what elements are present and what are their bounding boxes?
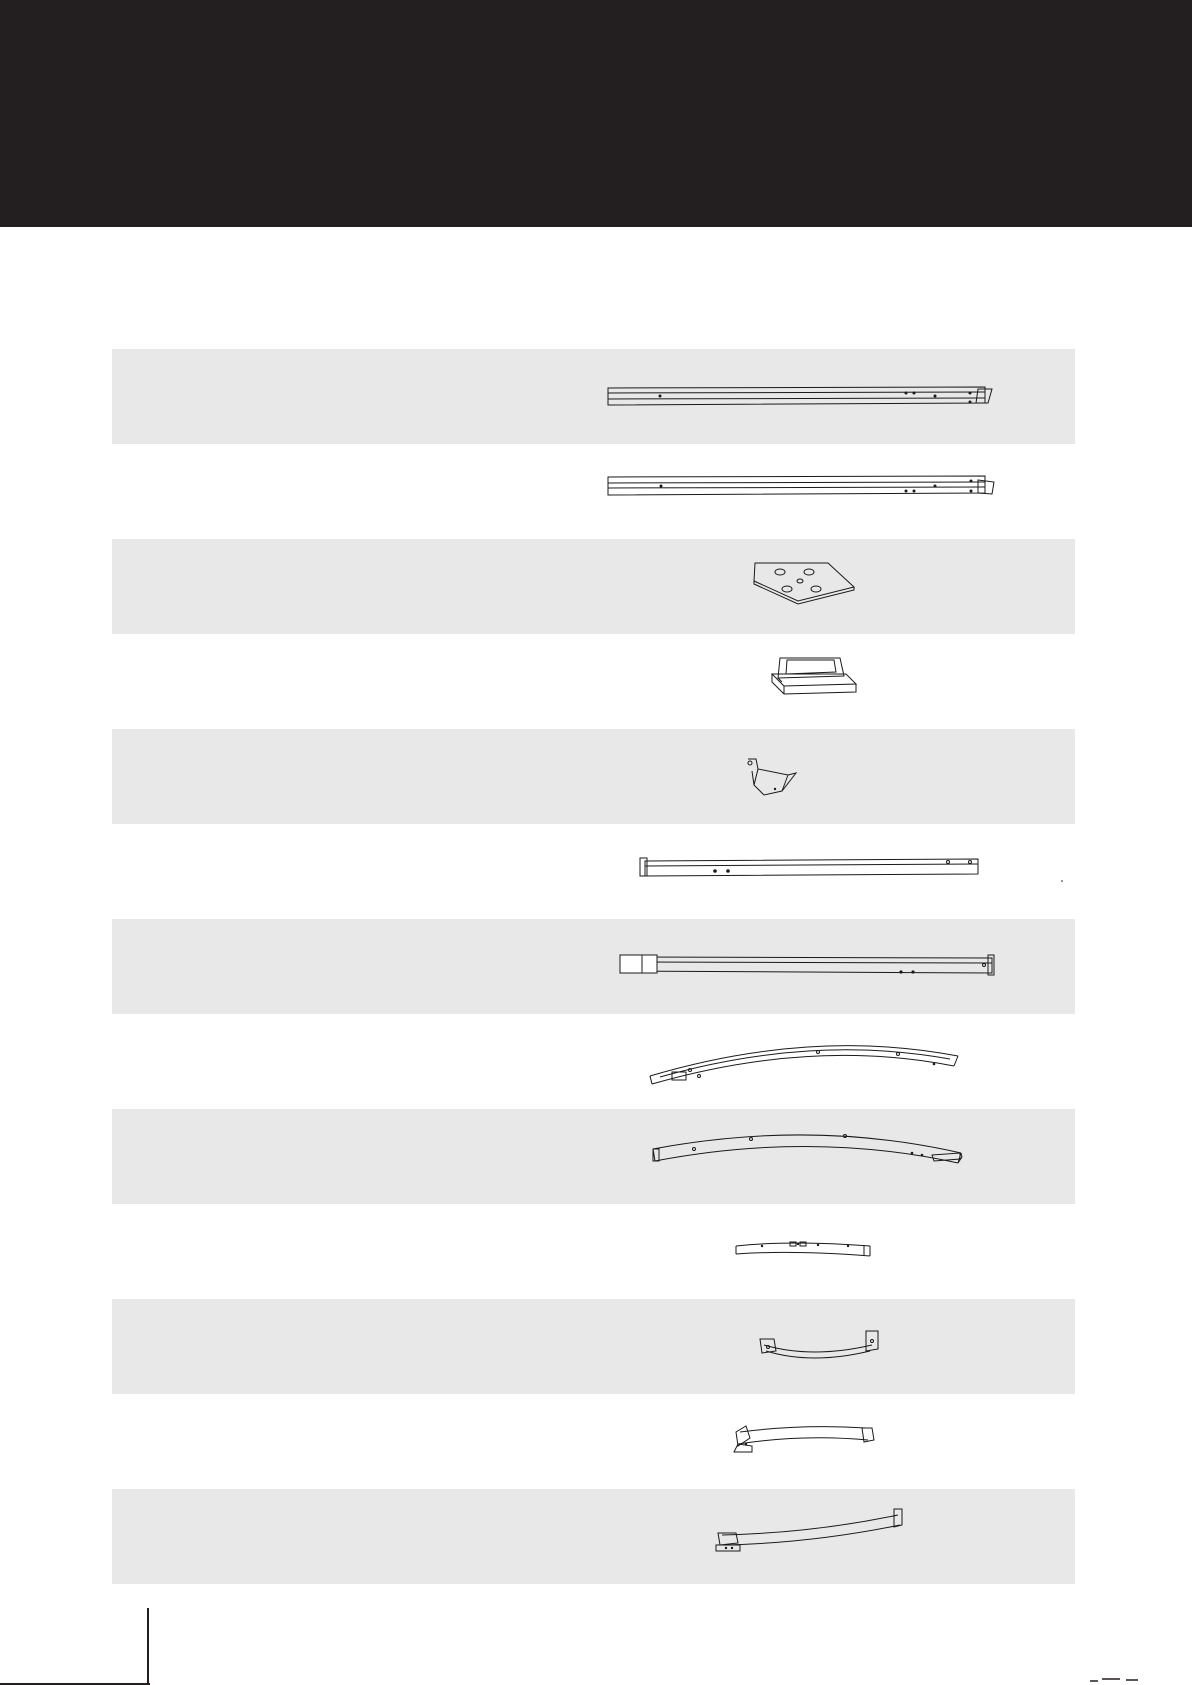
page-bottom-rule xyxy=(0,1683,150,1685)
part-row xyxy=(112,1394,1075,1489)
angle-bracket-icon xyxy=(112,729,1075,824)
footer-mark xyxy=(1090,1676,1150,1682)
short-rail-icon xyxy=(112,824,1075,919)
curved-connector-icon xyxy=(112,1489,1075,1584)
part-row xyxy=(112,1204,1075,1299)
part-row xyxy=(112,1109,1075,1204)
part-row xyxy=(112,729,1075,824)
short-curved-rail-icon xyxy=(112,1204,1075,1299)
part-row xyxy=(112,539,1075,634)
straight-rail-icon xyxy=(112,349,1075,444)
part-row xyxy=(112,1299,1075,1394)
post-base-cover-icon xyxy=(112,634,1075,729)
part-row xyxy=(112,444,1075,539)
part-row xyxy=(112,919,1075,1014)
part-row xyxy=(112,1014,1075,1109)
curved-rail-icon xyxy=(112,1109,1075,1204)
part-row xyxy=(112,824,1075,919)
telescopic-rail-icon xyxy=(112,919,1075,1014)
part-row xyxy=(112,1489,1075,1584)
part-row xyxy=(112,634,1075,729)
curved-connector-icon xyxy=(112,1299,1075,1394)
header-band xyxy=(0,0,1192,227)
curved-connector-icon xyxy=(112,1394,1075,1489)
parts-list xyxy=(112,349,1075,1584)
curved-rail-icon xyxy=(112,1014,1075,1109)
base-plate-icon xyxy=(112,539,1075,634)
page-margin-rule xyxy=(147,1608,149,1685)
straight-rail-icon xyxy=(112,444,1075,539)
part-row xyxy=(112,349,1075,444)
